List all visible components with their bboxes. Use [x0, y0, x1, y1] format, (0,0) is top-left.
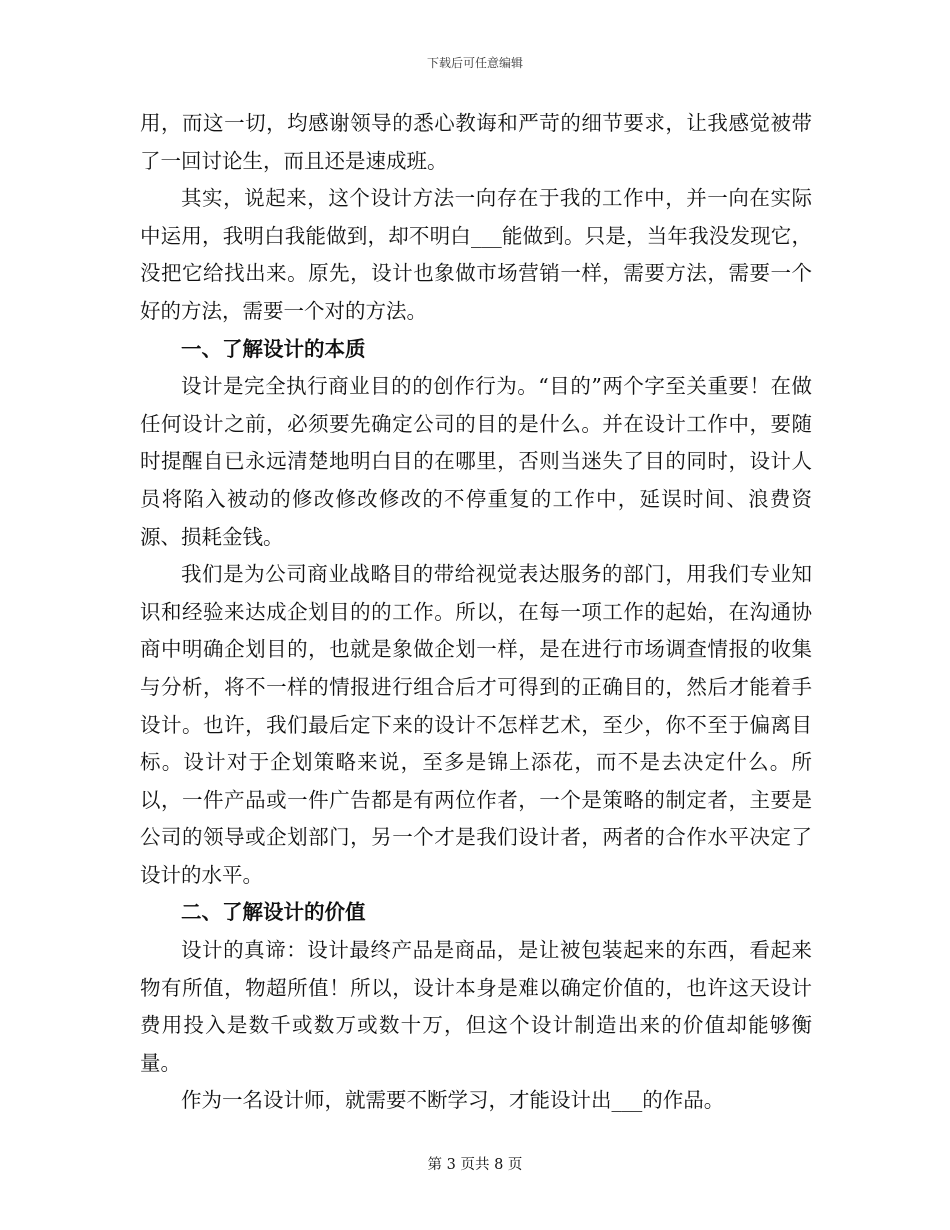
page-header: 下载后可任意编辑: [426, 56, 523, 70]
section-heading-value: 二、了解设计的价值: [181, 900, 366, 925]
paragraph-designer-learning: 作为一名设计师，就需要不断学习，才能设计出___的作品。: [181, 1088, 725, 1113]
paragraph-design-method: 其实，说起来，这个设计方法一向存在于我的工作中，并一向在实际中运用，我明白我能做到，却不明白___能做到。只是，当年我没发现它，没把它给找出来。原先，设计也象做市场营销一样，需要方法，需要一个好的方法，需要一个对的方法。: [140, 186, 812, 323]
section-heading-essence: 一、了解设计的本质: [181, 336, 366, 361]
paragraph-design-truth: 设计的真谛：设计最终产品是商品，是让被包装起来的东西，看起来物有所值，物超所值！所以，设计本身是难以确定价值的，也许这天设计费用投入是数千或数万或数十万，但这个设计制造出来的价值却能够衡量。: [140, 938, 812, 1075]
paragraph-design-purpose: 设计是完全执行商业目的的创作行为。“目的”两个字至关重要！在做任何设计之前，必须要先确定公司的目的是什么。并在设计工作中，要随时提醒自已永远清楚地明白目的在哪里，否则当迷失了目的同时，设计人员将陷入被动的修改修改修改的不停重复的工作中，延误时间、浪费资源、损耗金钱。: [140, 374, 812, 549]
paragraph-department-role: 我们是为公司商业战略目的带给视觉表达服务的部门，用我们专业知识和经验来达成企划目的的工作。所以，在每一项工作的起始，在沟通协商中明确企划目的，也就是象做企划一样，是在进行市场调查情报的收集与分析，将不一样的情报进行组合后才可得到的正确目的，然后才能着手设计。也许，我们最后定下来的设计不怎样艺术，至少，你不至于偏离目标。设计对于企划策略来说，至多是锦上添花，而不是去决定什么。所以，一件产品或一件广告都是有两位作者，一个是策略的制定者，主要是公司的领导或企划部门，另一个才是我们设计者，两者的合作水平决定了设计的水平。: [140, 562, 812, 887]
paragraph-continuation: 用，而这一切，均感谢领导的悉心教诲和严苛的细节要求，让我感觉被带了一回讨论生，而且还是速成班。: [140, 111, 812, 173]
document-body: [140, 105, 812, 1120]
page-number: 第 3 页共 8 页: [427, 1157, 523, 1173]
